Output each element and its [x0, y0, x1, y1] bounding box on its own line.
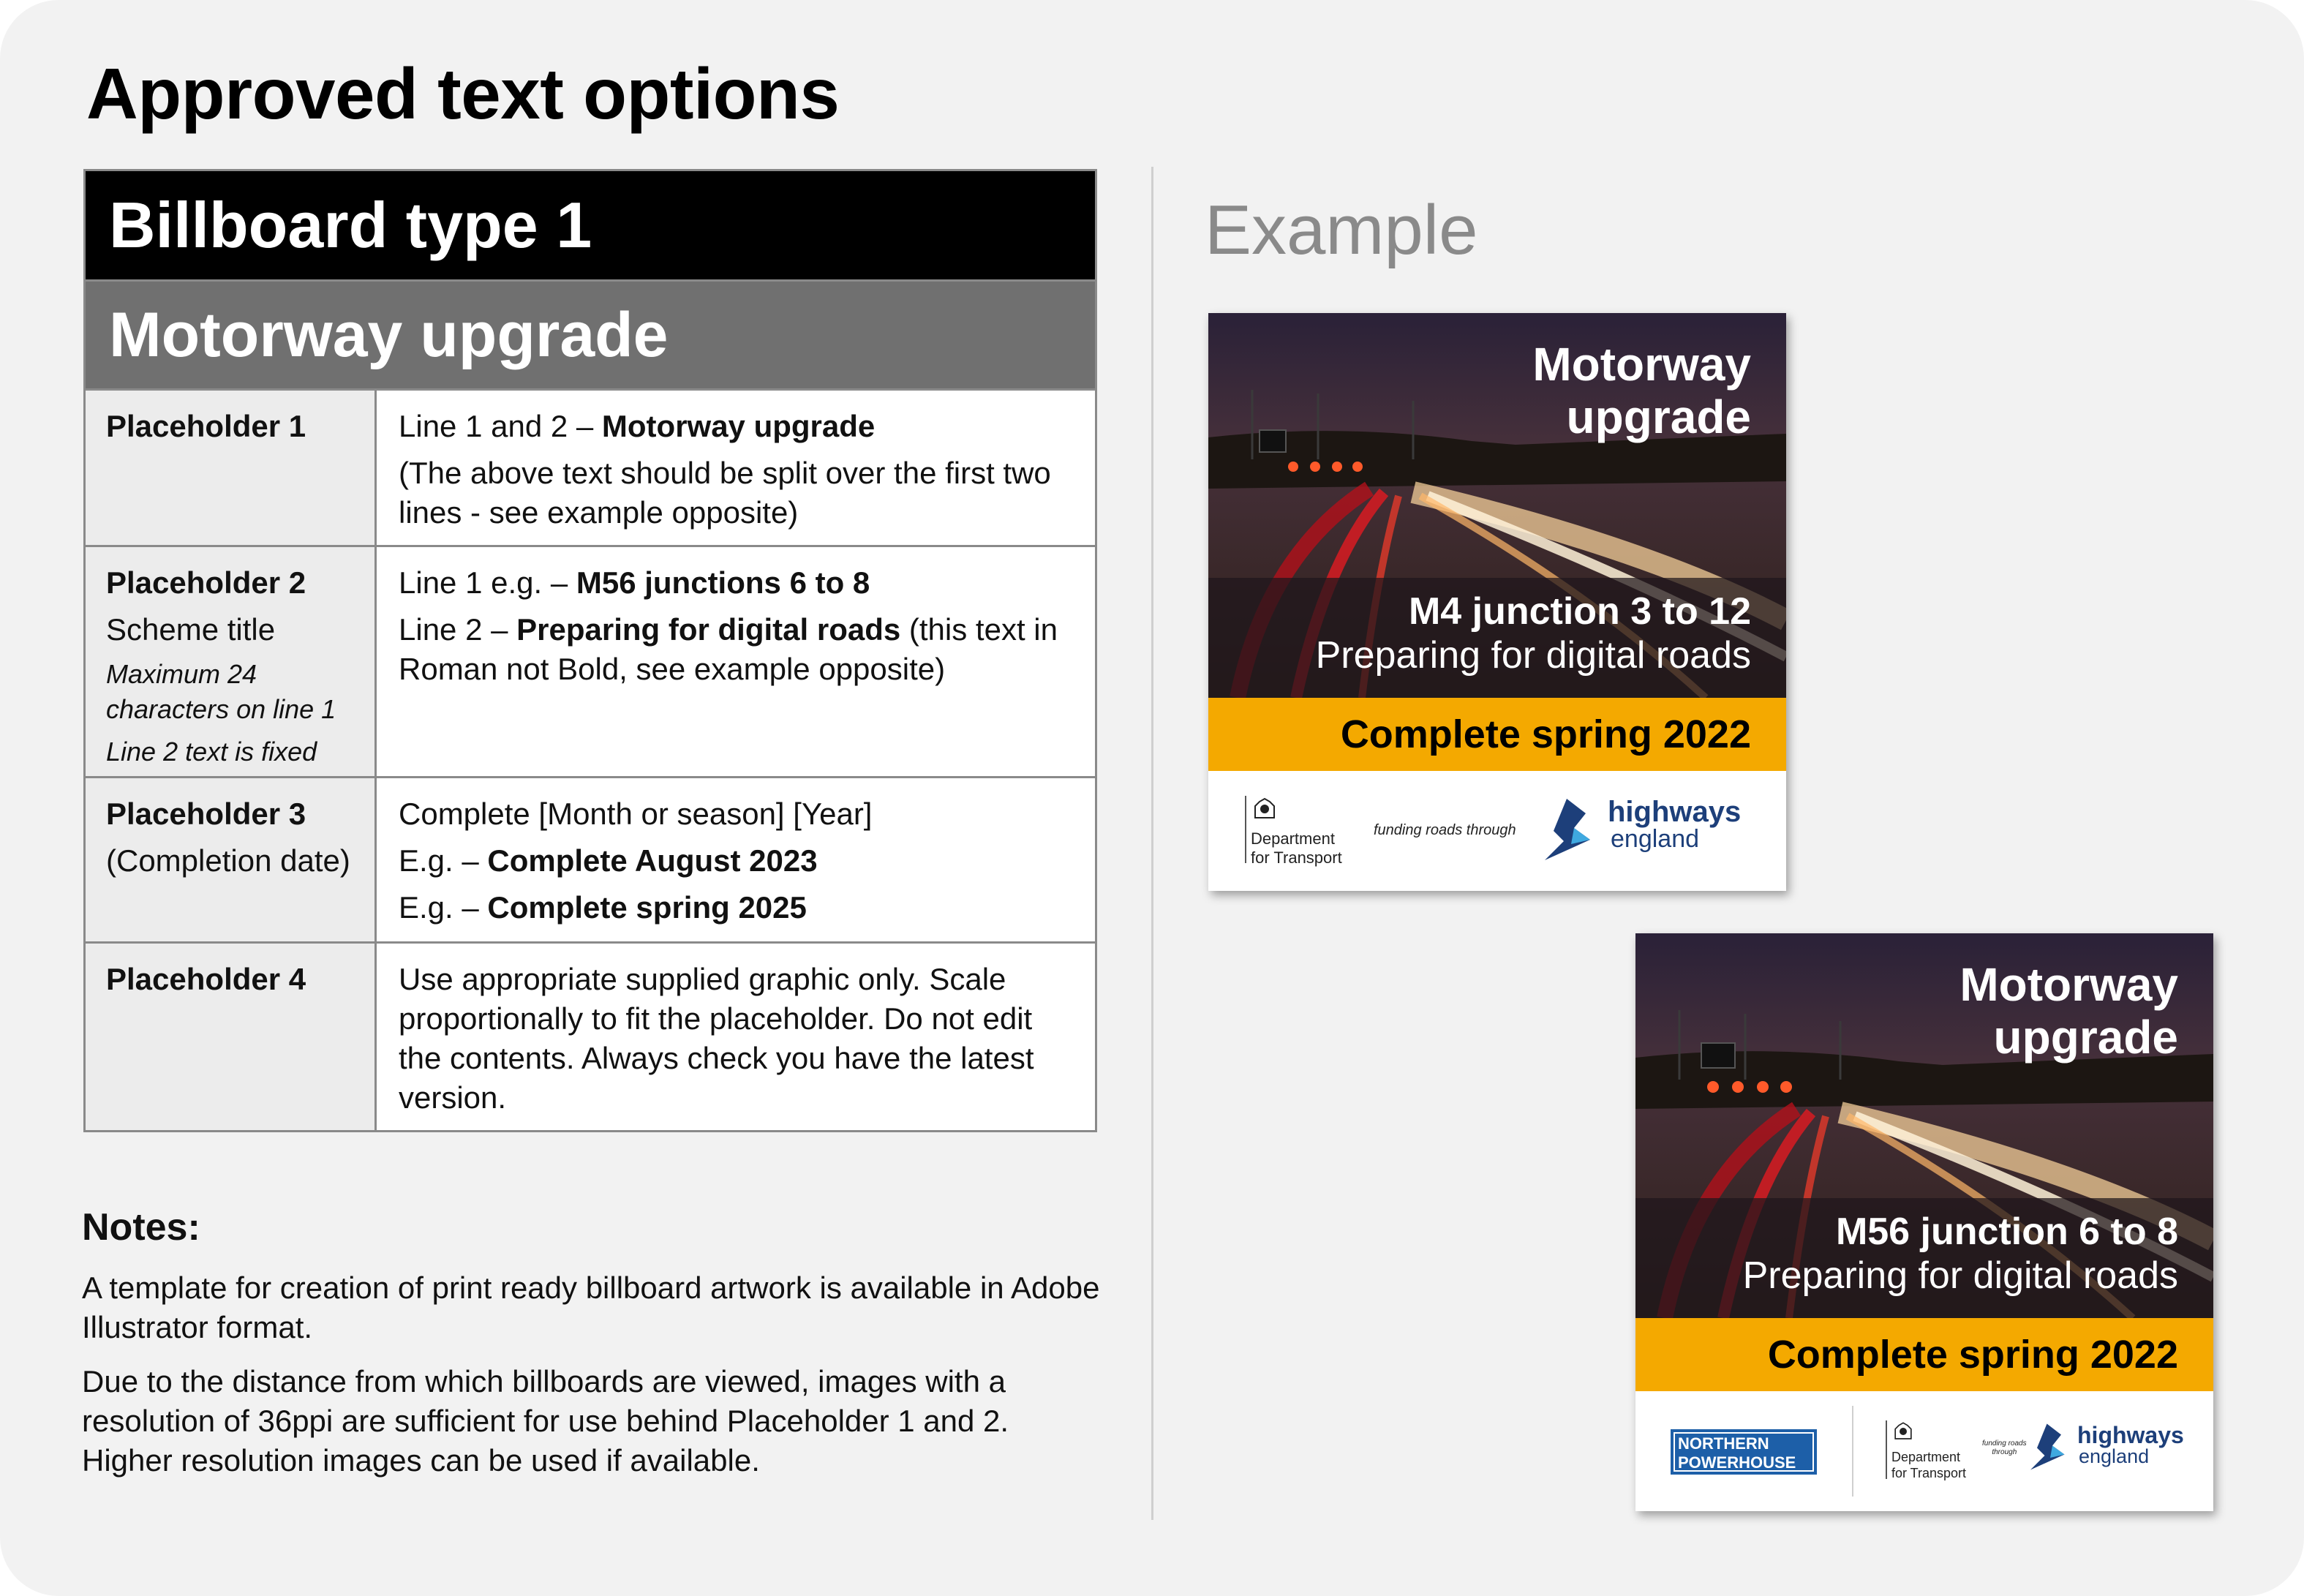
column-divider — [1151, 167, 1153, 1520]
placeholder-2-line-2-bold: Preparing for digital roads — [516, 612, 901, 647]
placeholder-2-line-1-bold: M56 junctions 6 to 8 — [576, 565, 870, 600]
notes-section — [82, 1205, 1106, 1495]
placeholder-2-line-2-suffix: (this text in Roman not Bold, see example opposite) — [399, 612, 1058, 686]
notes-heading: Notes: — [82, 1206, 200, 1249]
billboard-2-logo-strip — [1635, 1391, 2213, 1511]
billboard-2-completion-date: Complete spring 2022 — [1635, 1318, 2213, 1391]
placeholder-1-note: (The above text should be split over the first two lines - see example opposite) — [399, 456, 1051, 530]
placeholder-3-line-1: Complete [Month or season] [Year] — [399, 797, 873, 831]
placeholder-3-label: Placeholder 3 — [106, 797, 306, 831]
placeholder-3-line-2 — [399, 841, 1073, 881]
royal-crest-icon — [1891, 1420, 1915, 1442]
highways-england-logo — [2030, 1422, 2191, 1473]
placeholder-3-line-2-prefix: E.g. – — [399, 843, 488, 878]
placeholder-2-italic-fixed: Line 2 text is fixed — [106, 737, 317, 767]
placeholder-3-line-3-bold: Complete spring 2025 — [487, 890, 807, 925]
placeholder-4-label: Placeholder 4 — [106, 962, 306, 996]
placeholder-1-line-bold: Motorway upgrade — [601, 409, 876, 443]
logo-separator — [1852, 1406, 1853, 1497]
placeholder-3-content-cell — [377, 778, 1095, 941]
placeholder-3-sub: (Completion date) — [106, 843, 350, 878]
highways-wordmark: highways — [2077, 1422, 2184, 1448]
billboard-1-scheme-title: M4 junction 3 to 12 — [1408, 590, 1751, 633]
billboard-spec-table — [83, 169, 1097, 1132]
placeholder-1-content-cell — [377, 391, 1095, 545]
highways-wordmark: highways — [1608, 796, 1742, 828]
dft-logo — [1251, 796, 1342, 867]
table-row-placeholder-4 — [86, 941, 1095, 1130]
page-title: Approved text options — [86, 53, 840, 134]
table-row-placeholder-1 — [86, 388, 1095, 545]
placeholder-2-sub: Scheme title — [106, 612, 276, 647]
placeholder-2-content-cell — [377, 547, 1095, 776]
billboard-2-scheme-title: M56 junction 6 to 8 — [1835, 1211, 2178, 1253]
england-wordmark: england — [2079, 1445, 2150, 1467]
notes-paragraph-resolution: Due to the distance from which billboards are viewed, images with a resolution of 36ppi are sufficient for use behind Placeholder 1 and 2. Higher resolution images can be used if available. — [82, 1364, 1009, 1478]
np-line-2: POWERHOUSE — [1678, 1453, 1796, 1472]
england-wordmark: england — [1611, 825, 1700, 853]
billboard-1-scheme-subtitle: Preparing for digital roads — [1315, 634, 1751, 677]
placeholder-3-line-3 — [399, 888, 1073, 927]
highways-england-mark-icon — [1545, 799, 1603, 860]
placeholder-1-line — [399, 407, 1073, 446]
funding-text: funding roads through — [1374, 822, 1516, 838]
funding-line-1: funding roads — [1982, 1439, 2027, 1448]
placeholder-2-line-2 — [399, 610, 1073, 689]
placeholder-1-label-cell — [86, 391, 377, 545]
placeholder-3-label-cell — [86, 778, 377, 941]
dft-logo — [1891, 1420, 1966, 1481]
highways-england-mark-icon — [2030, 1423, 2074, 1470]
table-header-scheme-type: Motorway upgrade — [86, 282, 1095, 388]
placeholder-4-text: Use appropriate supplied graphic only. Scale proportionally to fit the placeholder. Do not edit the contents. Always check you have the latest version. — [399, 962, 1034, 1115]
royal-crest-icon — [1251, 796, 1279, 822]
placeholder-4-label-cell — [86, 944, 377, 1130]
placeholder-3-line-3-prefix: E.g. – — [399, 890, 488, 925]
np-line-1: NORTHERN — [1678, 1434, 1769, 1453]
dft-line-2: for Transport — [1251, 848, 1342, 867]
billboard-1-logo-strip — [1208, 771, 1786, 891]
placeholder-2-line-1-prefix: Line 1 e.g. – — [399, 565, 576, 600]
placeholder-2-italic-max: Maximum 24 characters on line 1 — [106, 659, 336, 724]
billboard-1-headline-line-2: upgrade — [1566, 391, 1751, 443]
funding-line-2: through — [1992, 1448, 2017, 1456]
placeholder-2-line-1 — [399, 563, 1073, 603]
dft-line-1: Department — [1891, 1450, 1961, 1464]
example-billboard-1 — [1208, 313, 1786, 891]
billboard-1-headline — [1532, 338, 1751, 443]
funding-text — [1982, 1439, 2027, 1457]
billboard-2-headline-line-2: upgrade — [1993, 1011, 2178, 1064]
dft-line-2: for Transport — [1891, 1466, 1967, 1480]
notes-paragraph-template: A template for creation of print ready billboard artwork is available in Adobe Illustrator format. — [82, 1271, 1100, 1344]
placeholder-2-label: Placeholder 2 — [106, 565, 306, 600]
placeholder-1-label: Placeholder 1 — [106, 409, 306, 443]
billboard-1-completion-date: Complete spring 2022 — [1208, 698, 1786, 771]
placeholder-3-line-2-bold: Complete August 2023 — [487, 843, 818, 878]
placeholder-1-line-prefix: Line 1 and 2 – — [399, 409, 602, 443]
billboard-1-headline-line-1: Motorway — [1532, 338, 1751, 391]
billboard-2-scheme-subtitle: Preparing for digital roads — [1742, 1254, 2178, 1297]
placeholder-2-line-2-prefix: Line 2 – — [399, 612, 517, 647]
placeholder-4-content-cell — [377, 944, 1095, 1130]
example-billboard-2 — [1635, 933, 2213, 1511]
dft-line-1: Department — [1251, 829, 1335, 848]
northern-powerhouse-logo — [1671, 1429, 1817, 1475]
billboard-2-headline-line-1: Motorway — [1959, 958, 2178, 1011]
placeholder-2-label-cell — [86, 547, 377, 776]
billboard-1-scheme — [1316, 590, 1751, 677]
billboard-2-scheme — [1743, 1210, 2178, 1298]
billboard-2-headline — [1959, 958, 2178, 1064]
highways-england-logo — [1545, 796, 1757, 862]
table-header-billboard-type: Billboard type 1 — [86, 171, 1095, 282]
table-row-placeholder-2 — [86, 545, 1095, 776]
table-row-placeholder-3 — [86, 776, 1095, 941]
example-heading: Example — [1205, 191, 1478, 269]
